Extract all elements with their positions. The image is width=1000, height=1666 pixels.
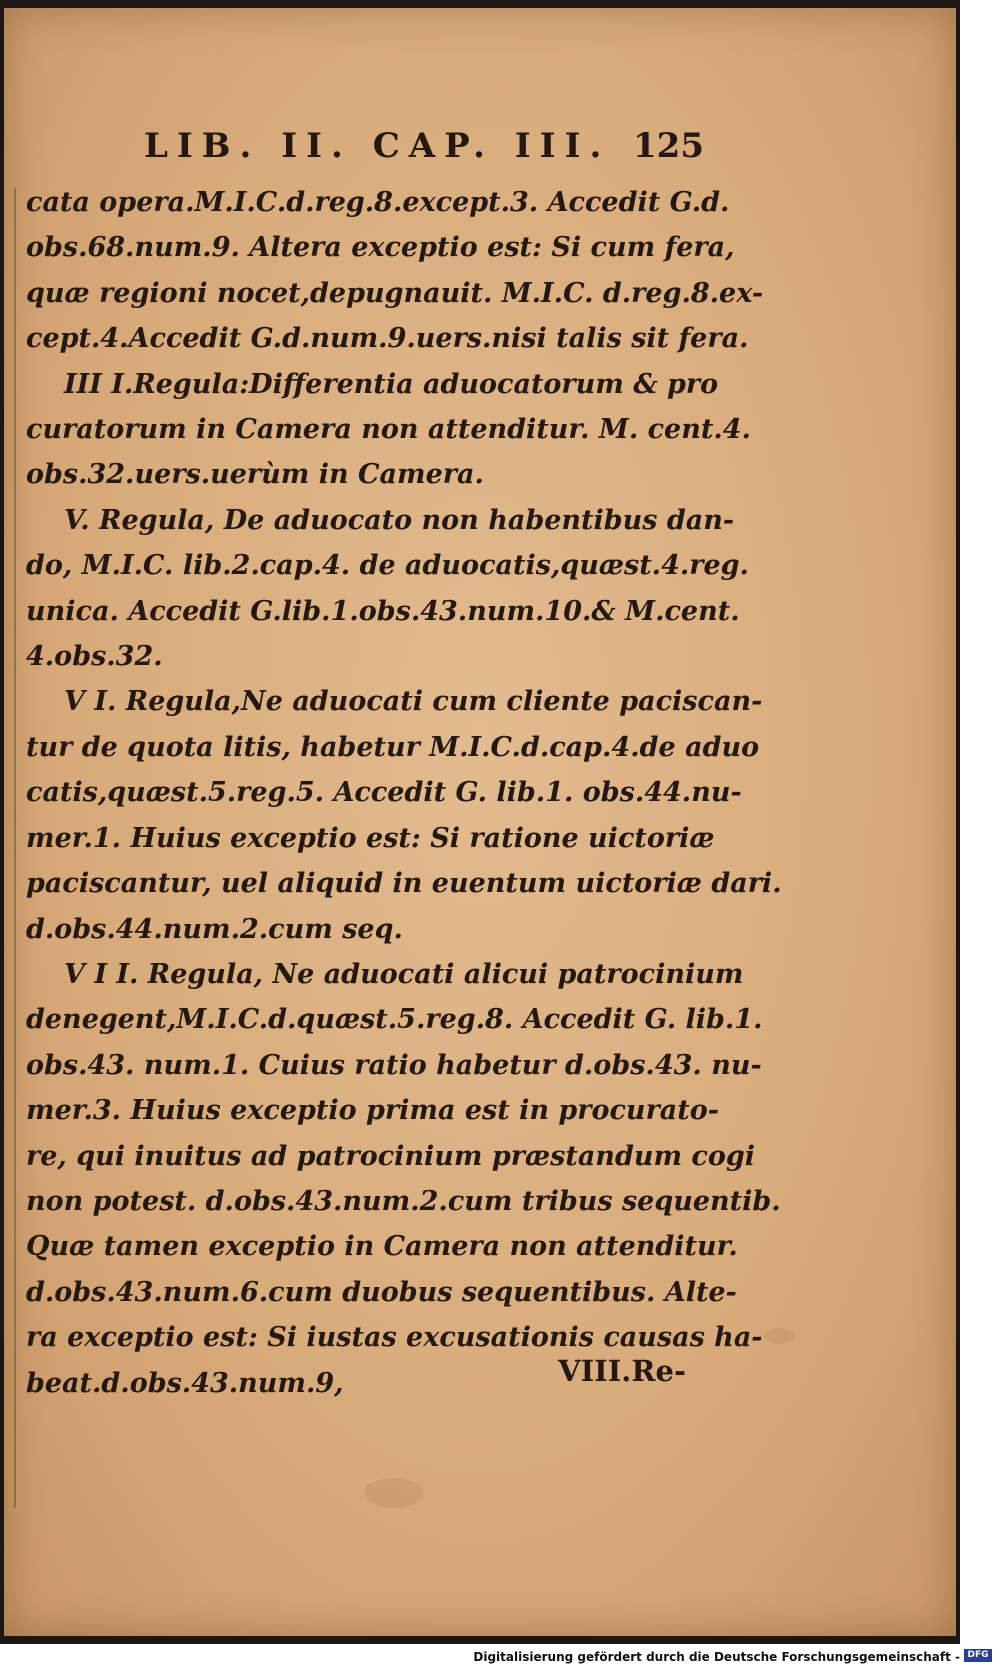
text-line: mer.3. Huius exceptio prima est in procurato- [26,1095,719,1127]
text-line: V I. Regula,Ne aduocati cum cliente paciscan- [64,686,763,718]
dfg-logo: DFG [964,1649,992,1662]
text-line: denegent,M.I.C.d.quæst.5.reg.8. Accedit G. lib.1. [26,1004,763,1036]
text-line: obs.68.num.9. Altera exceptio est: Si cum fera, [26,232,735,264]
funding-credit: Digitalisierung gefördert durch die Deutsche Forschungsgemeinschaft - [473,1650,960,1664]
text-line: cata opera.M.I.C.d.reg.8.except.3. Accedit G.d. [26,187,730,218]
text-line: catis,quæst.5.reg.5. Accedit G. lib.1. obs.44.nu- [26,777,742,809]
text-line: re, qui inuitus ad patrocinium præstandum cogi [26,1140,755,1172]
digitization-footer [0,1646,1000,1666]
body-text [26,180,782,1406]
text-line: Quæ tamen exceptio in Camera non attenditur. [26,1231,738,1263]
text-line: do, M.I.C. lib.2.cap.4. de aduocatis,quæst.4.reg. [26,550,749,582]
text-line: tur de quota litis, habetur M.I.C.d.cap.4.de aduo [26,731,760,763]
page-edge-shadow [14,188,16,1508]
text-line: d.obs.44.num.2.cum seq. [26,913,403,945]
text-line: mer.1. Huius exceptio est: Si ratione uictoriæ [26,822,715,854]
text-line: III I.Regula:Differentia aduocatorum & pro [64,368,719,400]
paper-stain [764,1328,794,1344]
catchword: VIII.Re- [558,1354,686,1388]
page-number: 125 [633,126,704,166]
text-line: cept.4.Accedit G.d.num.9.uers.nisi talis sit fera. [26,323,749,355]
text-line: 4.obs.32. [26,641,163,673]
text-line: curatorum in Camera non attenditur. M. cent.4. [26,414,751,446]
text-line: obs.43. num.1. Cuius ratio habetur d.obs.43. nu- [26,1049,762,1081]
text-line: d.obs.43.num.6.cum duobus sequentibus. Alte- [26,1276,737,1308]
paper-stain [364,1478,424,1508]
text-line: ra exceptio est: Si iustas excusationis causas ha- [26,1322,763,1354]
text-line: paciscantur, uel aliquid in euentum uictoriæ dari. [26,868,782,900]
text-line: V I I. Regula, Ne aduocati alicui patrocinium [64,958,744,990]
running-head: LIB. II. CAP. III. [144,126,611,166]
text-line: non potest. d.obs.43.num.2.cum tribus sequentib. [26,1185,781,1217]
text-line: quæ regioni nocet,depugnauit. M.I.C. d.reg.8.ex- [26,277,764,309]
book-page [4,8,956,1636]
text-line: V. Regula, De aduocato non habentibus dan- [64,504,735,536]
text-line: unica. Accedit G.lib.1.obs.43.num.10.& M.cent. [26,595,740,627]
page-header [144,126,704,176]
text-line: beat.d.obs.43.num.9, [26,1367,344,1399]
text-line: obs.32.uers.uerùm in Camera. [26,459,484,491]
